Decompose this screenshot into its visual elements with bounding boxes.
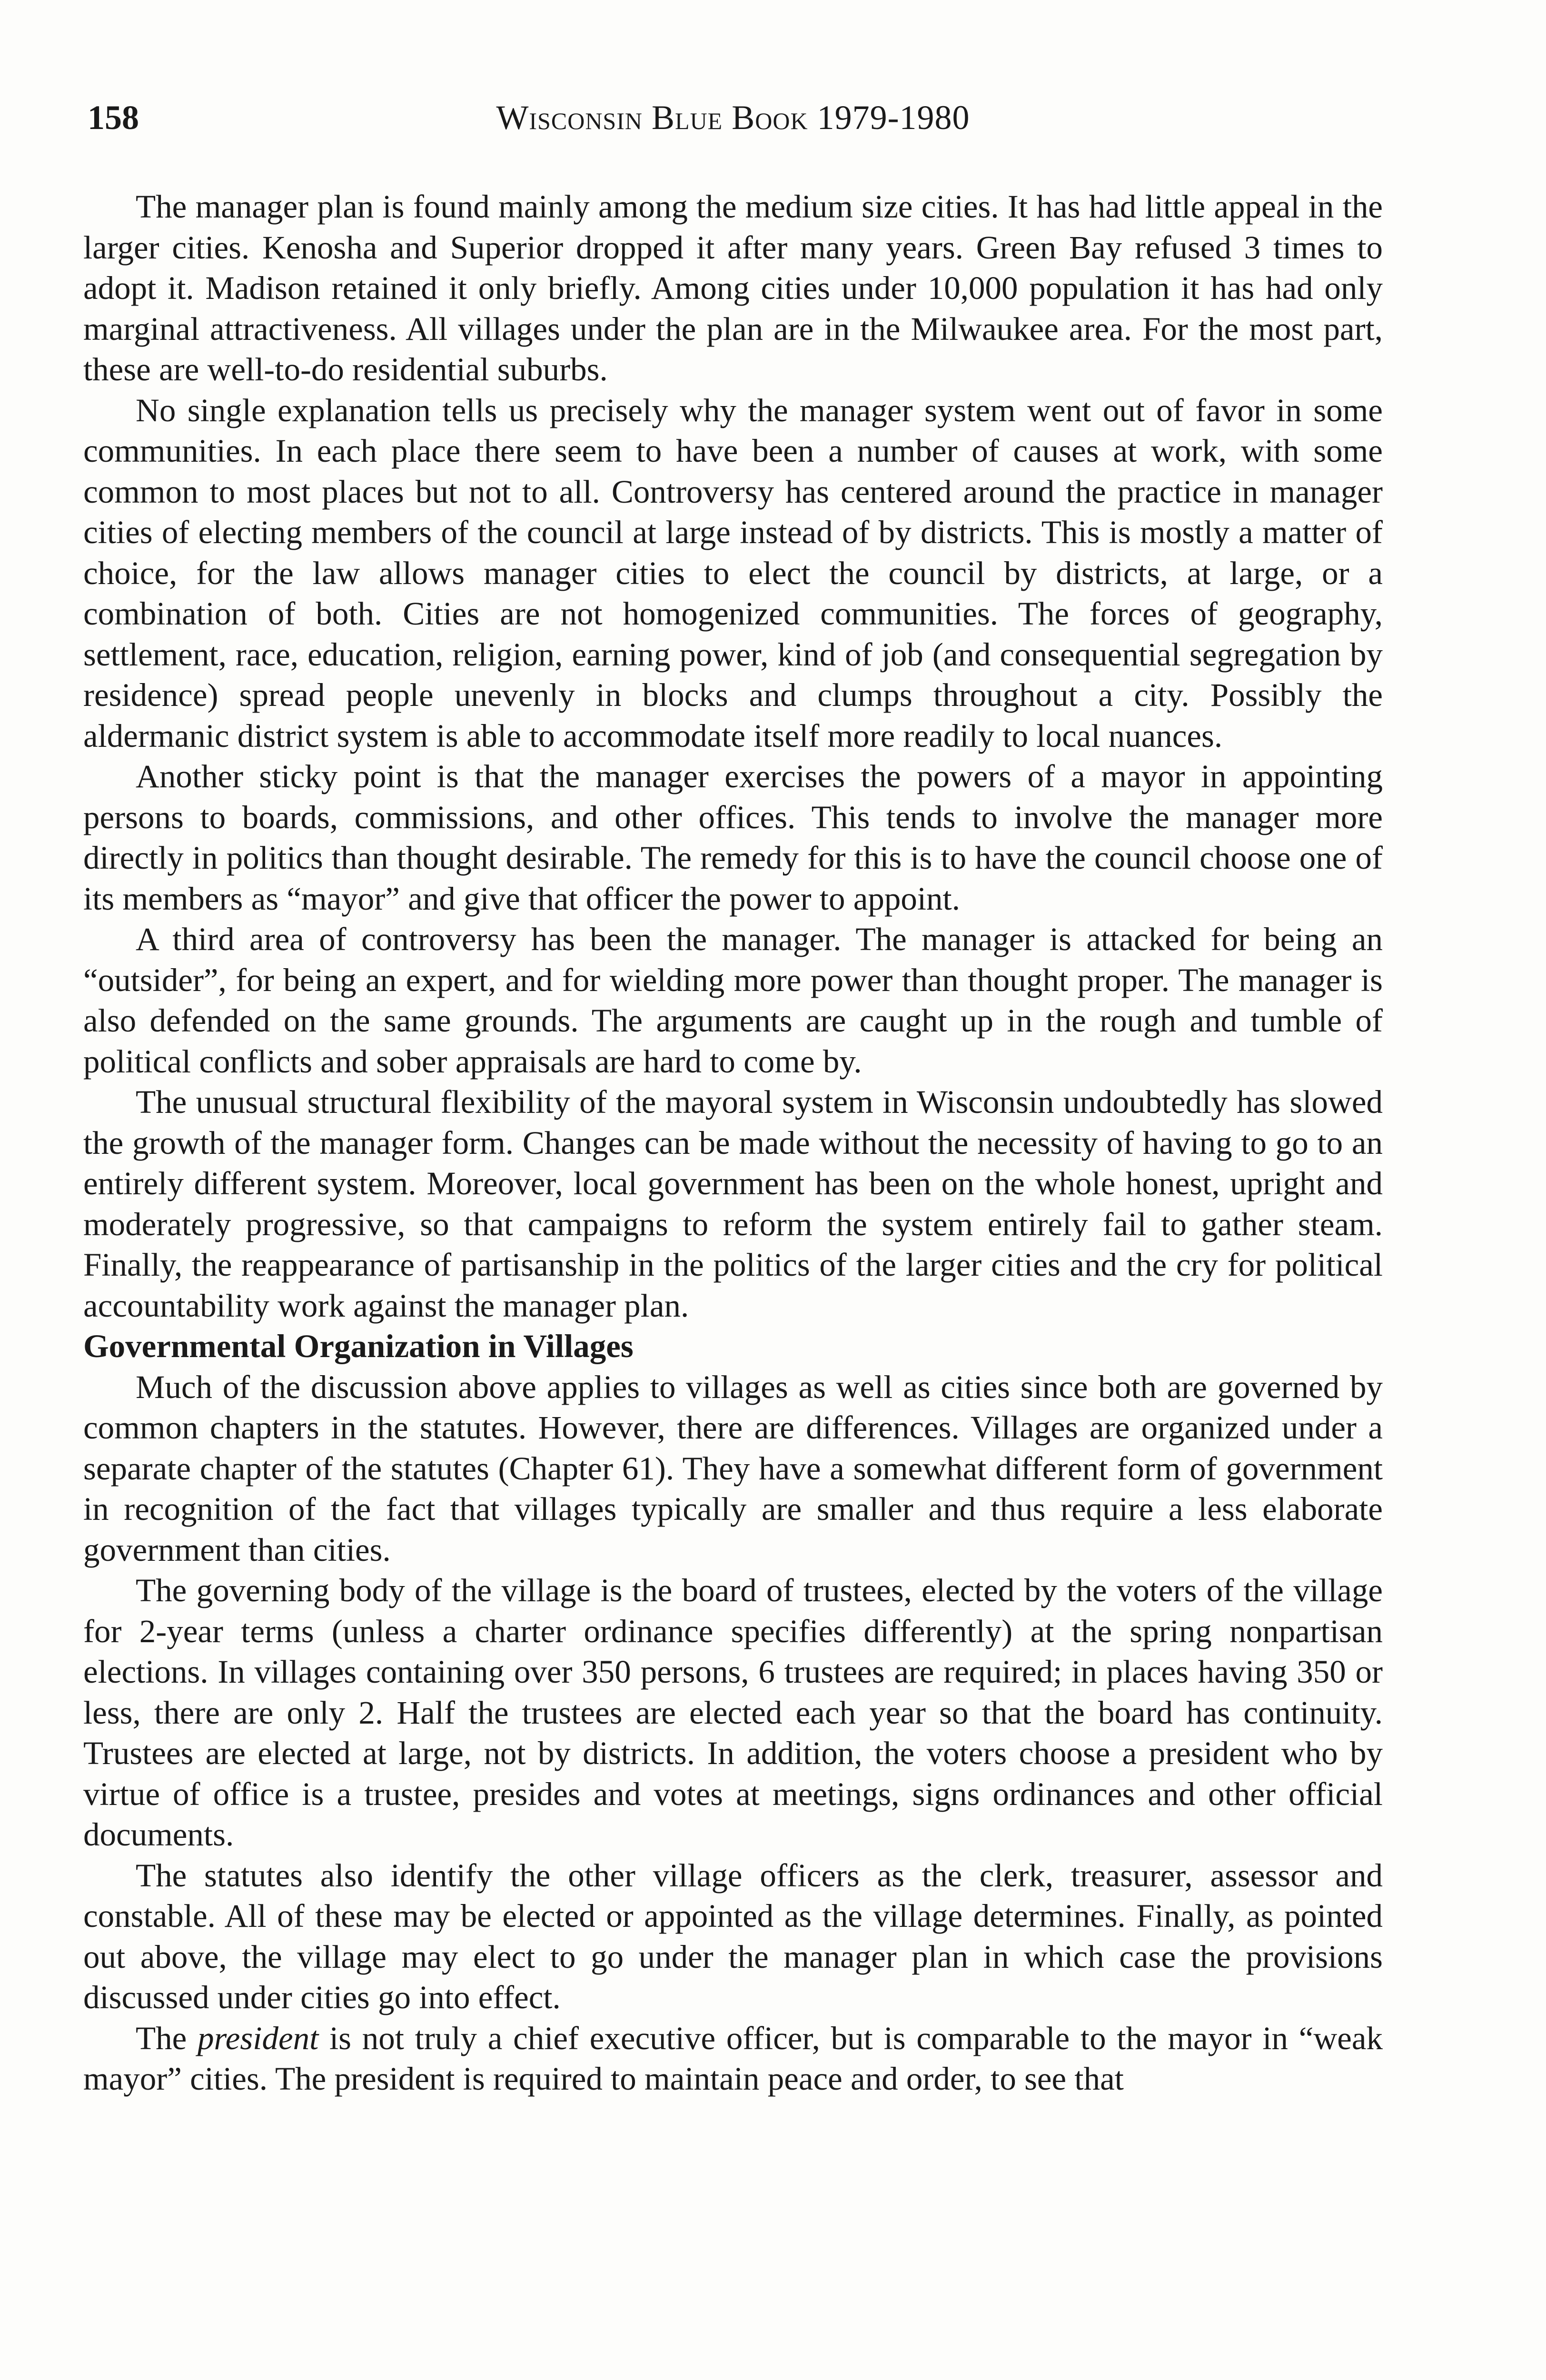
paragraph: Much of the discussion above applies to villages as well as cities since both are governed by common chapters in the statutes. However, there are differences. Villages are organized under a separate chapter of the statutes (Chapter 61). They have a somewhat different form of government in recognition of the fact that villages typically are smaller and thus require a less elaborate government than cities. [83, 1368, 1383, 1568]
paragraph: Another sticky point is that the manager exercises the powers of a mayor in appointing persons to boards, commissions, and other offices. This tends to involve the manager more directly in politics than thought desirable. The remedy for this is to have the council choose one of its members as “mayor” and give that officer the power to appoint. [83, 758, 1383, 917]
paragraph-rest: is not truly a chief executive officer, but is comparable to the mayor in “weak mayor” cities. The president is required to maintain peace and order, to see that [83, 2020, 1383, 2097]
section-heading: Governmental Organization in Villages [83, 1328, 634, 1364]
paragraph: A third area of controversy has been the manager. The manager is attacked for being an “outsider”, for being an expert, and for wielding more power than thought proper. The manager is also defended on the same grounds. The arguments are caught up in the rough and tumble of political conflicts and sober appraisals are hard to come by. [83, 921, 1383, 1080]
paragraph-lead: The [136, 2020, 198, 2056]
paragraph: No single explanation tells us precisely why the manager system went out of favor in some communities. In each place there seem to have been a number of causes at work, with some common to most places but not to all. Controversy has centered around the practice in manager cities of electing members of the council at large instead of by districts. This is mostly a matter of choice, for the law allows manager cities to elect the council by districts, at large, or a combination of both. Cities are not homogenized communities. The forces of geography, settlement, race, education, religion, earning power, kind of job (and consequential segregation by residence) spread people unevenly in blocks and clumps throughout a city. Possibly the aldermanic district system is able to accommodate itself more readily to local nuances. [83, 392, 1383, 754]
paragraph: The unusual structural flexibility of the mayoral system in Wisconsin undoubtedly has slowed the growth of the manager form. Changes can be made without the necessity of having to go to an entirely different system. Moreover, local government has been on the whole honest, upright and moderately progressive, so that campaigns to reform the system entirely fail to gather steam. Finally, the reappearance of partisanship in the politics of the larger cities and the cry for political accountability work against the manager plan. [83, 1084, 1383, 1324]
paragraph: The governing body of the village is the board of trustees, elected by the voters of the village for 2-year terms (unless a charter ordinance specifies differently) at the spring nonpartisan elections. In villages containing over 350 persons, 6 trustees are required; in places having 350 or less, there are only 2. Half the trustees are elected each year so that the board has continuity. Trustees are elected at large, not by districts. In addition, the voters choose a president who by virtue of office is a trustee, presides and votes at meetings, signs ordinances and other official documents. [83, 1572, 1383, 1853]
body-text [83, 187, 1383, 2100]
paragraph: The statutes also identify the other village officers as the clerk, treasurer, assessor and constable. All of these may be elected or appointed as the village determines. Finally, as pointed out above, the village may elect to go under the manager plan in which case the provisions discussed under cities go into effect. [83, 1857, 1383, 2015]
paragraph: The manager plan is found mainly among the medium size cities. It has had little appeal in the larger cities. Kenosha and Superior dropped it after many years. Green Bay refused 3 times to adopt it. Madison retained it only briefly. Among cities under 10,000 population it has had only marginal attractiveness. All villages under the plan are in the Milwaukee area. For the most part, these are well-to-do residential suburbs. [83, 188, 1383, 387]
emphasis-president: president [198, 2020, 319, 2056]
page-number: 158 [88, 99, 139, 137]
page-header [81, 91, 1385, 144]
paragraph [83, 2018, 1383, 2100]
running-head: Wisconsin Blue Book 1979-1980 [496, 99, 970, 137]
